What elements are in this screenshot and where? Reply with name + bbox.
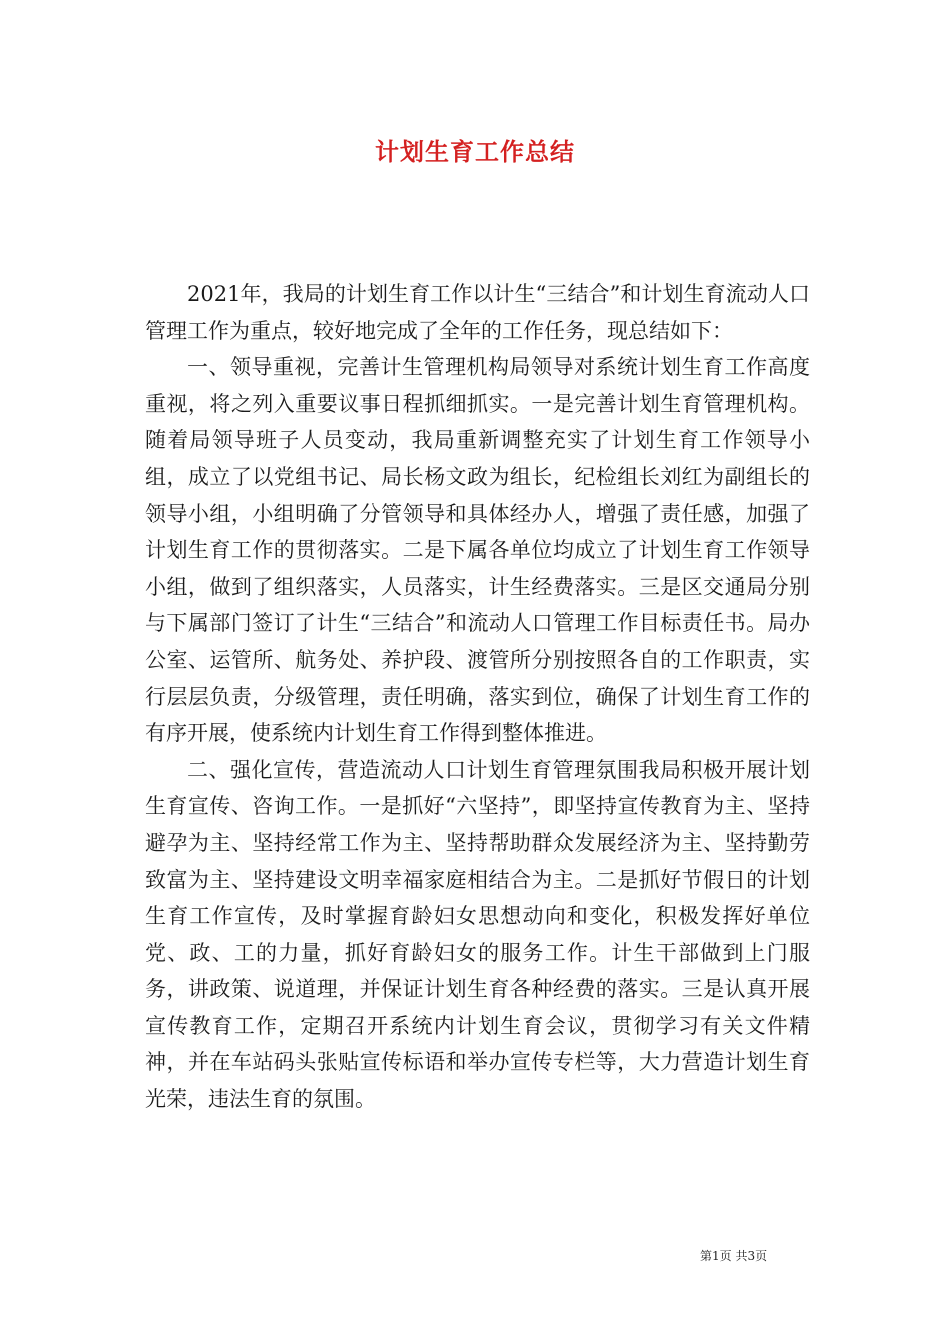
- document-body: [145, 276, 810, 1118]
- paragraph-section-1: 一、领导重视，完善计生管理机构局领导对系统计划生育工作高度重视，将之列入重要议事日程抓细抓实。一是完善计划生育管理机构。随着局领导班子人员变动，我局重新调整充实了计划生育工作领导小组，成立了以党组书记、局长杨文政为组长，纪检组长刘红为副组长的领导小组，小组明确了分管领导和具体经办人，增强了责任感，加强了计划生育工作的贯彻落实。二是下属各单位均成立了计划生育工作领导小组，做到了组织落实，人员落实，计生经费落实。三是区交通局分别与下属部门签订了计生“三结合”和流动人口管理工作目标责任书。局办公室、运管所、航务处、养护段、渡管所分别按照各自的工作职责，实行层层负责，分级管理，责任明确，落实到位，确保了计划生育工作的有序开展，使系统内计划生育工作得到整体推进。: [145, 355, 810, 746]
- page-number: 第1页 共3页: [700, 1249, 768, 1263]
- paragraph-intro: 2021年，我局的计划生育工作以计生“三结合”和计划生育流动人口管理工作为重点，较好地完成了全年的工作任务，现总结如下：: [145, 282, 810, 343]
- paragraph-section-2: 二、强化宣传，营造流动人口计划生育管理氛围我局积极开展计划生育宣传、咨询工作。一是抓好“六坚持”，即坚持宣传教育为主、坚持避孕为主、坚持经常工作为主、坚持帮助群众发展经济为主、坚持勤劳致富为主、坚持建设文明幸福家庭相结合为主。二是抓好节假日的计划生育工作宣传，及时掌握育龄妇女思想动向和变化，积极发挥好单位党、政、工的力量，抓好育龄妇女的服务工作。计生干部做到上门服务，讲政策、说道理，并保证计划生育各种经费的落实。三是认真开展宣传教育工作，定期召开系统内计划生育会议，贯彻学习有关文件精神，并在车站码头张贴宣传标语和举办宣传专栏等，大力营造计划生育光荣，违法生育的氛围。: [145, 757, 810, 1112]
- document-title: 计划生育工作总结: [375, 138, 575, 166]
